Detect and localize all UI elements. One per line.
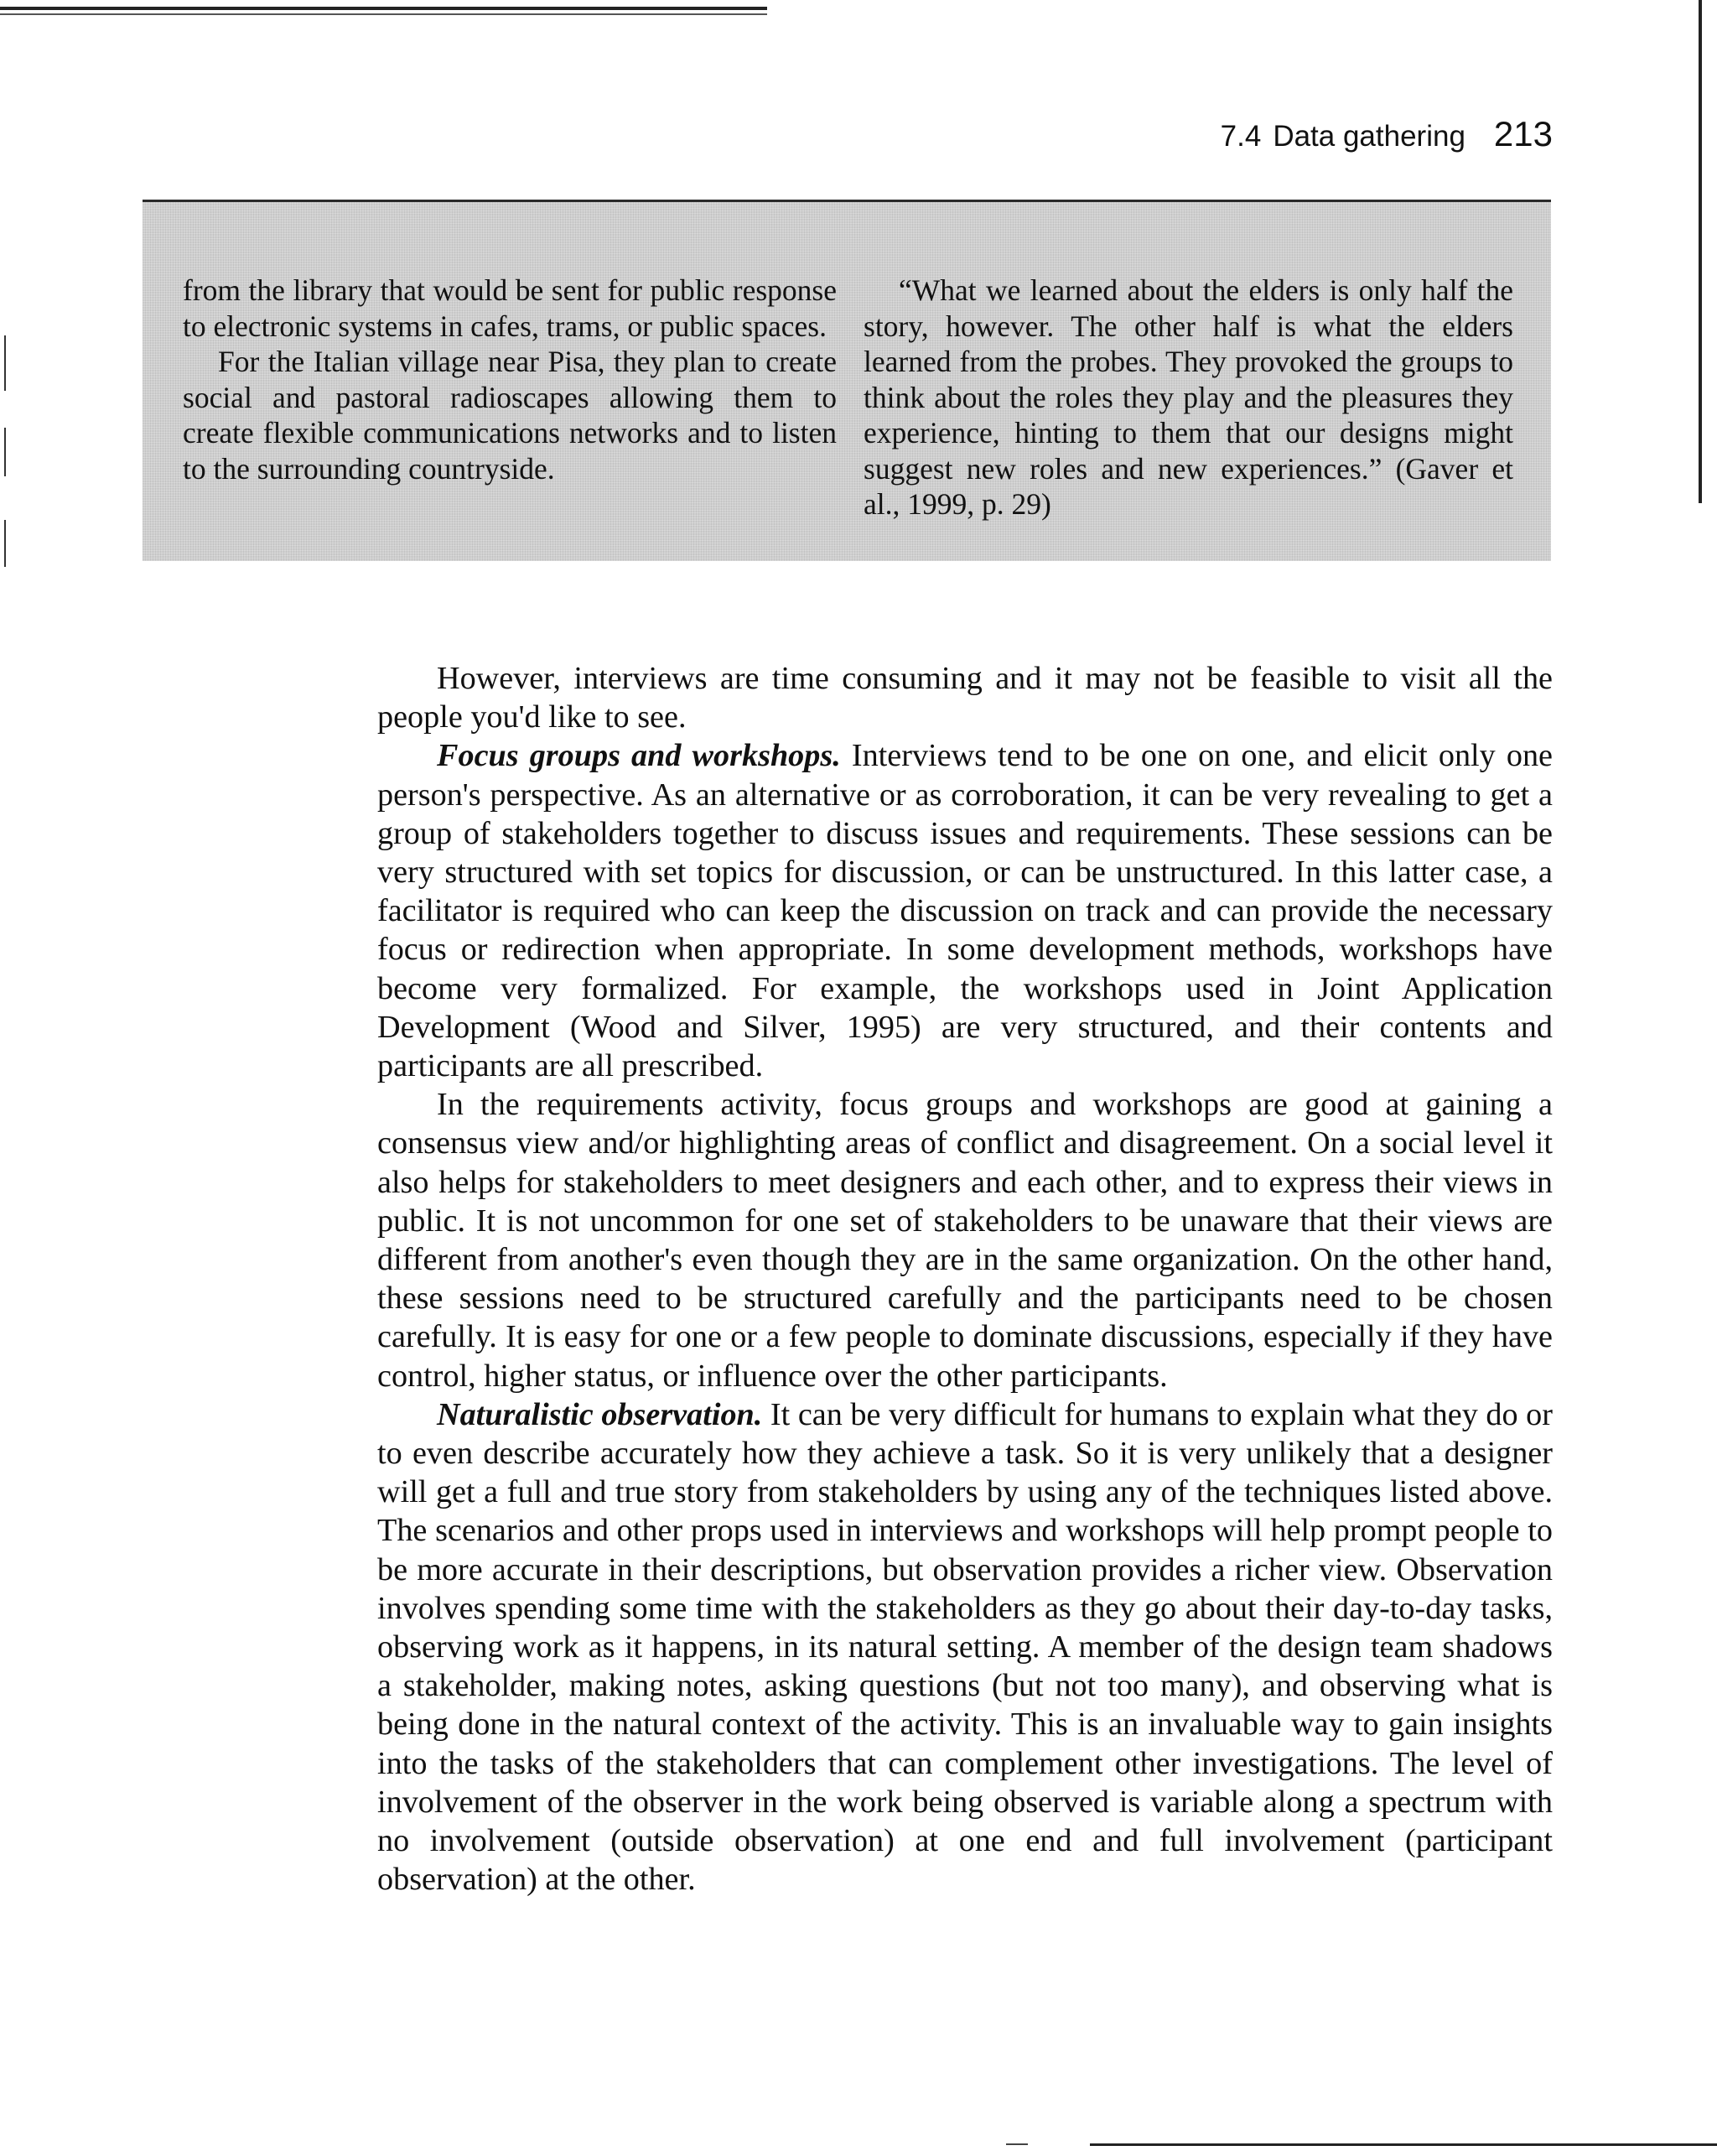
left-margin-tick bbox=[4, 335, 6, 391]
box-left-column bbox=[183, 273, 837, 486]
body-paragraph: In the requirements activity, focus groups and workshops are good at gaining a consensus view and/or highlighting areas of conflict and disagreement. On a social level it also helps for stakeholders to meet designers and each other, and to express their views in public. It is not uncommon for one set of stakeholders to be unaware that their views are different from another's even though they are in the same organization. On the other hand, these sessions need to be structured carefully and the participants need to be chosen carefully. It is easy for one or a few people to dominate discussions, especially if they have control, higher status, or influence over the other participants. bbox=[377, 1087, 1553, 1394]
body-paragraph: However, interviews are time consuming and it may not be feasible to visit all the people you'd like to see. bbox=[377, 661, 1553, 735]
left-margin-tick bbox=[4, 428, 6, 476]
left-margin-tick bbox=[4, 520, 6, 567]
main-text bbox=[377, 659, 1553, 1899]
box-right-column bbox=[864, 273, 1513, 522]
body-paragraph bbox=[377, 736, 1553, 1085]
running-head bbox=[1090, 114, 1553, 154]
box-paragraph: from the library that would be sent for public response to electronic systems in cafes, trams, or public spaces. bbox=[183, 273, 837, 343]
run-in-heading-focus-groups: Focus groups and workshops. bbox=[437, 738, 841, 774]
shaded-sidebar-box bbox=[143, 200, 1551, 561]
right-edge-line bbox=[1699, 0, 1702, 503]
section-number: 7.4 bbox=[1220, 120, 1262, 153]
body-paragraph bbox=[377, 1395, 1553, 1899]
top-rule-secondary bbox=[0, 13, 767, 15]
box-quote-paragraph: “What we learned about the elders is only half the story, however. The other half is what the elders learned from the probes. They provoked the groups to think about the roles they play and the pleasures they experience, hinting to them that our designs might suggest new roles and new experiences.” (Gaver et al., 1999, p. 29) bbox=[864, 273, 1513, 521]
top-rule bbox=[0, 7, 767, 10]
run-in-heading-naturalistic-observation: Naturalistic observation. bbox=[437, 1396, 763, 1432]
footer-rule bbox=[1090, 2143, 1717, 2146]
footer-mark bbox=[1006, 2143, 1028, 2145]
section-title: Data gathering bbox=[1273, 120, 1465, 153]
paragraph-text: It can be very difficult for humans to explain what they do or to even describe accurately how they achieve a task. So it is very unlikely that a designer will get a full and true story from stakeholders by using any of the techniques listed above. The scenarios and other props used in interviews and workshops will help prompt people to be more accurate in their descriptions, but observation provides a richer view. Observation involves spending some time with the stakeholders as they go about their day-to-day tasks, observing work as it happens, in its natural setting. A member of the design team shadows a stakeholder, making notes, asking questions (but not too many), and observing what is being done in the natural context of the activity. This is an invaluable way to gain insights into the tasks of the stakeholders that can complement other investigations. The level of involvement of the observer in the work being observed is variable along a spectrum with no involvement (outside observation) at one end and full involvement (participant observation) at the other. bbox=[377, 1396, 1553, 1898]
box-paragraph: For the Italian village near Pisa, they plan to create social and pastoral radioscapes allowing them to create flexible communications networks and to listen to the surrounding countryside. bbox=[183, 345, 837, 486]
paragraph-text: Interviews tend to be one on one, and elicit only one person's perspective. As an alternative or as corroboration, it can be very revealing to get a group of stakeholders together to discuss issues and requirements. These sessions can be very structured with set topics for discussion, or can be unstructured. In this latter case, a facilitator is required who can keep the discussion on track and can provide the necessary focus or redirection when appropriate. In some development methods, workshops have become very formalized. For example, the workshops used in Joint Application Development (Wood and Silver, 1995) are very structured, and their contents and participants are all prescribed. bbox=[377, 738, 1553, 1084]
page-number: 213 bbox=[1493, 114, 1553, 153]
